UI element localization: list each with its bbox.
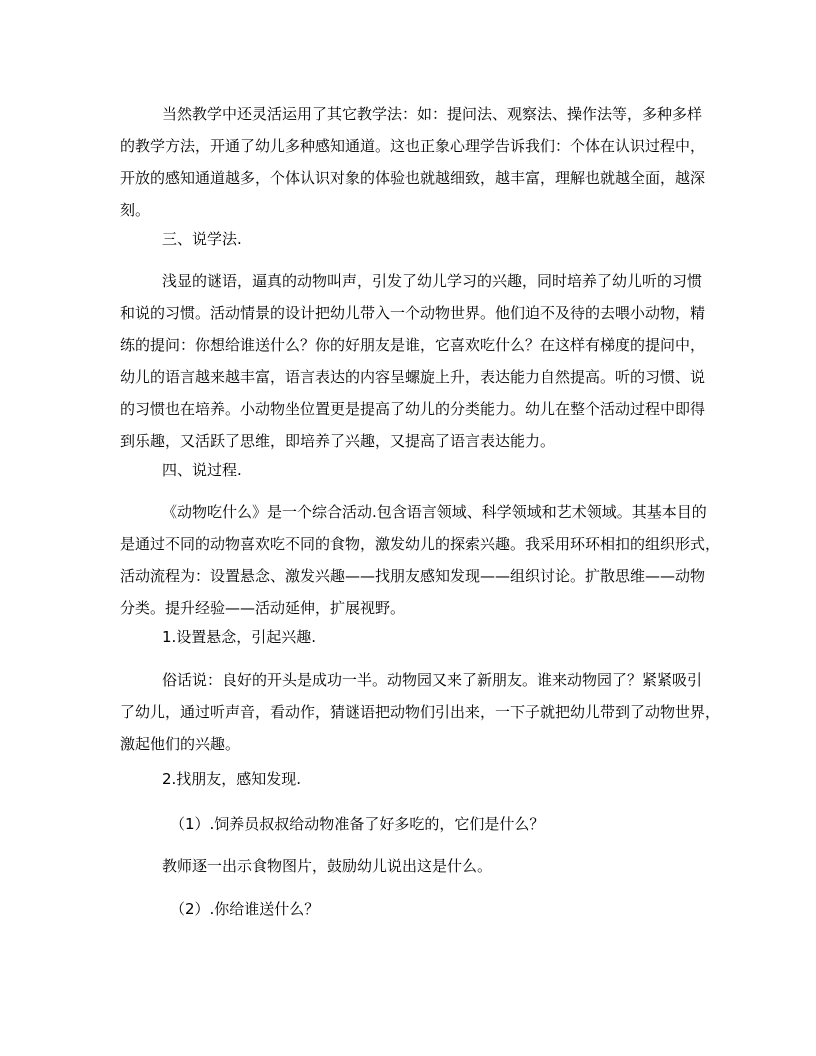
subheading-find-friends: 2.找朋友，感知发现. <box>162 770 302 788</box>
text-line: 和说的习惯。活动情景的设计把幼儿带入一个动物世界。他们迫不及待的去喂小动物，精 <box>120 304 706 322</box>
subheading-suspense: 1.设置悬念，引起兴趣. <box>162 628 317 646</box>
section-heading-process: 四、说过程. <box>162 461 242 479</box>
section-heading-learning-methods: 三、说学法. <box>162 230 242 248</box>
paragraph-learning-methods <box>120 265 706 457</box>
text-line: 是通过不同的动物喜欢吃不同的食物，激发幼儿的探索兴趣。我采用环环相扣的组织形式， <box>120 535 721 553</box>
text-line: 了幼儿，通过听声音，看动作，猜谜语把动物们引出来，一下子就把幼儿带到了动物世界， <box>120 703 721 721</box>
text-line: 《动物吃什么》是一个综合活动.包含语言领域、科学领域和艺术领域。其基本目的 <box>162 503 707 521</box>
text-line: 浅显的谜语，逼真的动物叫声，引发了幼儿学习的兴趣，同时培养了幼儿听的习惯 <box>162 272 703 290</box>
text-line: 的习惯也在培养。小动物坐位置更是提高了幼儿的分类能力。幼儿在整个活动过程中即得 <box>120 400 706 418</box>
question-item-1: （1）.饲养员叔叔给动物准备了好多吃的，它们是什么？ <box>170 815 545 833</box>
text-line: 活动流程为：设置悬念、激发兴趣——找朋友感知发现——组织讨论。扩散思维——动物 <box>120 567 706 585</box>
text-line: 开放的感知通道越多，个体认识对象的体验也就越细致，越丰富，理解也就越全面，越深 <box>120 169 706 187</box>
text-line: 俗话说：良好的开头是成功一半。动物园又来了新朋友。谁来动物园了？紧紧吸引 <box>162 671 703 689</box>
text-line: 分类。提升经验——活动延伸，扩展视野。 <box>120 599 406 617</box>
text-line: 激起他们的兴趣。 <box>120 735 241 753</box>
text-line: 幼儿的语言越来越丰富，语言表达的内容呈螺旋上升，表达能力自然提高。听的习惯、说 <box>120 368 706 386</box>
paragraph-teaching-methods <box>120 98 706 226</box>
question-item-2: （2）.你给谁送什么？ <box>170 900 320 918</box>
text-line: 刻。 <box>120 201 151 219</box>
text-line: 到乐趣，又活跃了思维，即培养了兴趣，又提高了语言表达能力。 <box>120 432 556 450</box>
paragraph-show-pictures: 教师逐一出示食物图片，鼓励幼儿说出这是什么。 <box>162 857 493 875</box>
text-line: 当然教学中还灵活运用了其它教学法：如：提问法、观察法、操作法等，多种多样 <box>162 105 703 123</box>
paragraph-suspense <box>120 664 721 760</box>
text-line: 的教学方法，开通了幼儿多种感知通道。这也正象心理学告诉我们：个体在认识过程中， <box>120 137 706 155</box>
paragraph-process <box>120 496 721 624</box>
text-line: 练的提问：你想给谁送什么？你的好朋友是谁，它喜欢吃什么？在这样有梯度的提问中， <box>120 336 706 354</box>
